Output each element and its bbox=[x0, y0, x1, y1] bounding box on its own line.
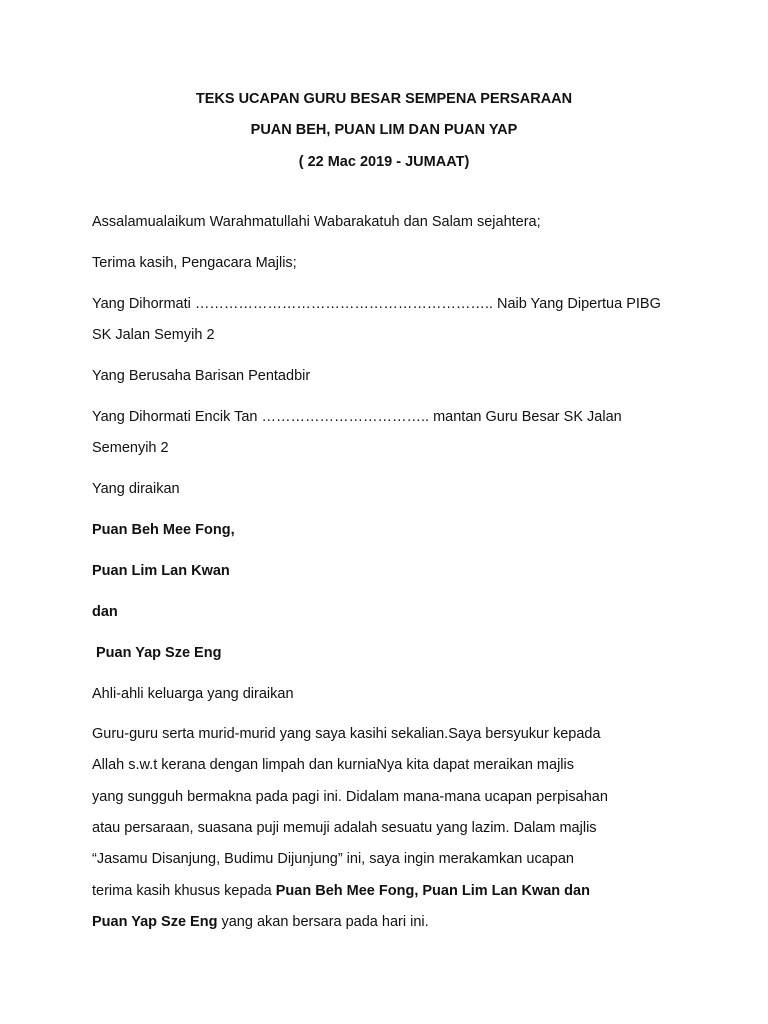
honored-tan-line: Yang Dihormati Encik Tan …………………………….. mantan Guru Besar SK Jalan bbox=[92, 409, 622, 425]
honored-pibg-line-cont: SK Jalan Semyih 2 bbox=[92, 327, 215, 343]
paragraph-line-7-name: Puan Yap Sze Eng bbox=[92, 914, 218, 930]
celebrated-label: Yang diraikan bbox=[92, 481, 180, 497]
paragraph-line-6-names: Puan Beh Mee Fong, Puan Lim Lan Kwan dan bbox=[275, 883, 590, 899]
paragraph-line-5: “Jasamu Disanjung, Budimu Dijunjung” ini, saya ingin merakamkan ucapan bbox=[92, 851, 574, 867]
honored-pibg-line: Yang Dihormati …………………………………………………….. Naib Yang Dipertua PIBG bbox=[92, 296, 661, 312]
celebrant-name-3: Puan Yap Sze Eng bbox=[96, 645, 222, 661]
admin-line: Yang Berusaha Barisan Pentadbir bbox=[92, 368, 311, 384]
paragraph-line-2: Allah s.w.t kerana dengan limpah dan kurniaNya kita dapat meraikan majlis bbox=[92, 757, 574, 773]
paragraph-line-4: atau persaraan, suasana puji memuji adalah sesuatu yang lazim. Dalam majlis bbox=[92, 820, 597, 836]
paragraph-line-7 bbox=[92, 913, 682, 931]
greeting-line: Assalamualaikum Warahmatullahi Wabarakatuh dan Salam sejahtera; bbox=[92, 214, 541, 230]
paragraph-line-6 bbox=[92, 882, 682, 900]
honored-tan-line-cont: Semenyih 2 bbox=[92, 440, 169, 456]
families-line: Ahli-ahli keluarga yang diraikan bbox=[92, 686, 294, 702]
document-title: TEKS UCAPAN GURU BESAR SEMPENA PERSARAAN bbox=[195, 91, 573, 107]
celebrant-name-1: Puan Beh Mee Fong, bbox=[92, 522, 235, 538]
paragraph-line-6-text: terima kasih khusus kepada bbox=[92, 883, 276, 899]
paragraph-line-1: Guru-guru serta murid-murid yang saya kasihi sekalian.Saya bersyukur kepada bbox=[92, 726, 601, 742]
celebrant-name-2: Puan Lim Lan Kwan bbox=[92, 563, 230, 579]
document-date: ( 22 Mac 2019 - JUMAAT) bbox=[298, 154, 470, 170]
document-subtitle: PUAN BEH, PUAN LIM DAN PUAN YAP bbox=[250, 122, 518, 138]
thanks-emcee-line: Terima kasih, Pengacara Majlis; bbox=[92, 255, 297, 271]
paragraph-line-3: yang sungguh bermakna pada pagi ini. Didalam mana-mana ucapan perpisahan bbox=[92, 789, 608, 805]
paragraph-line-7-text: yang akan bersara pada hari ini. bbox=[217, 914, 429, 930]
conjunction-word: dan bbox=[92, 604, 118, 620]
